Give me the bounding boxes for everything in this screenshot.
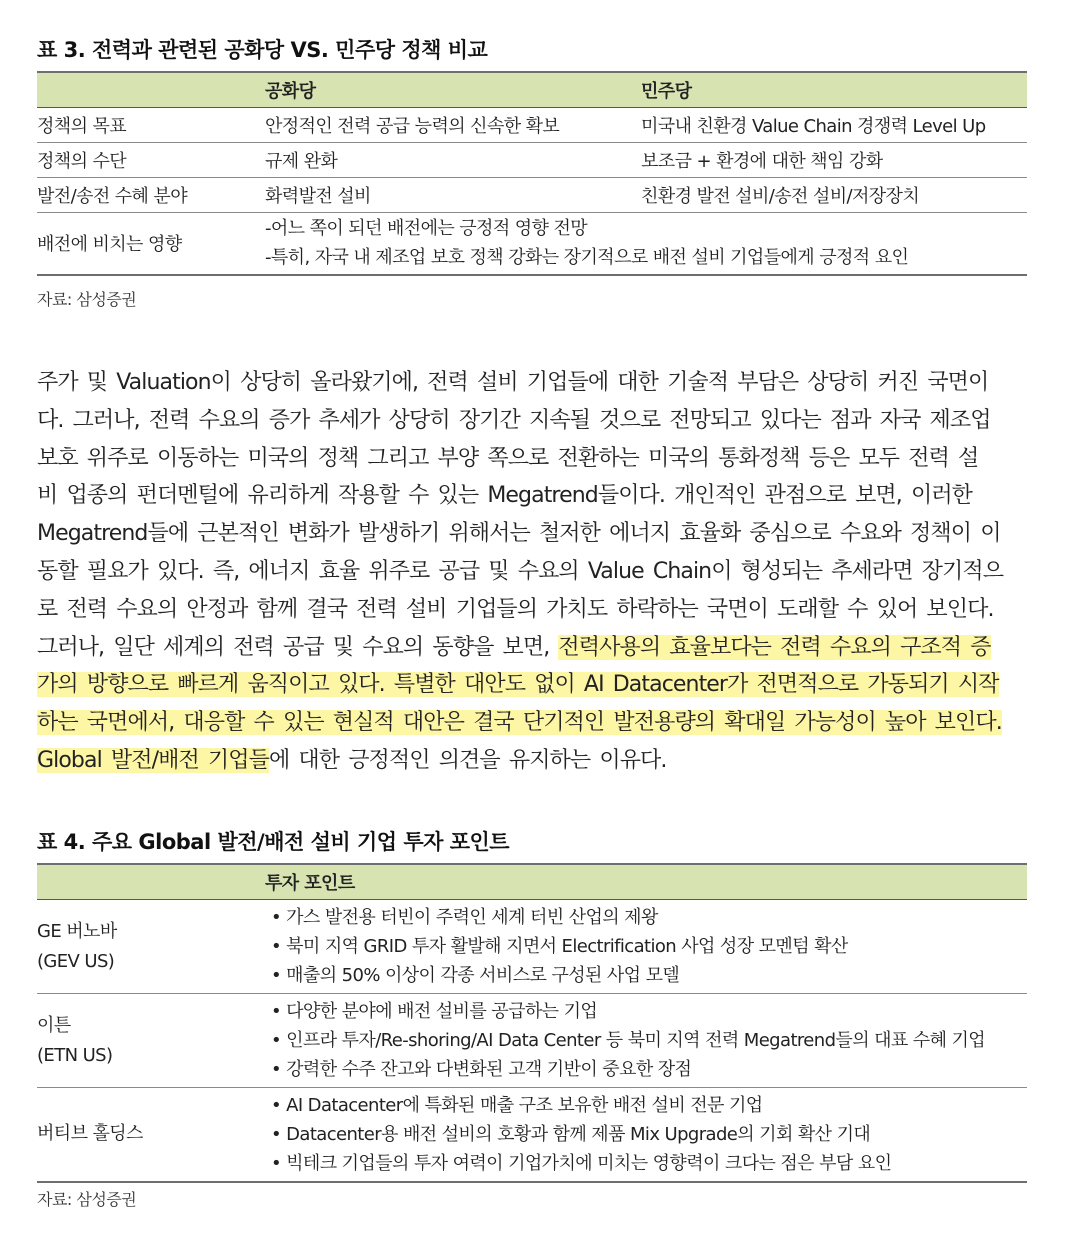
points-cell: [265, 994, 1027, 1088]
body-paragraph: [37, 364, 1032, 780]
table-row: [37, 900, 1027, 994]
company-name: GE 버노바: [37, 920, 117, 942]
highlighted-text: 전력사용의 효율보다는 전력 수요의 구조적 증: [558, 634, 991, 660]
paragraph-line: 그러나, 일단 세계의 전력 공급 및 수요의 동향을 보면, 전력사용의 효율보다는 전력 수요의 구조적 증: [37, 634, 991, 660]
paragraph-line: Global 발전/배전 기업들에 대한 긍정적인 의견을 유지하는 이유다.: [37, 747, 667, 773]
paragraph-line: [37, 704, 1032, 742]
row-label: 발전/송전 수혜 분야: [37, 178, 265, 213]
democrat-cell: 미국내 친환경 Value Chain 경쟁력 Level Up: [641, 108, 1027, 143]
impact-cell: [265, 213, 1027, 275]
table-row: [37, 994, 1027, 1088]
investment-point: • Datacenter용 배전 설비의 호황과 함께 제품 Mix Upgrade의 기회 확산 기대: [271, 1123, 871, 1145]
highlighted-text: 가의 방향으로 빠르게 움직이고 있다. 특별한 대안도 없이 AI Datacenter가 전면적으로 가동되기 시작: [37, 672, 999, 698]
highlighted-text: 하는 국면에서, 대응할 수 있는 현실적 대안은 결국 단기적인 발전용량의 확대일 가능성이 높아 보인다.: [37, 710, 1002, 736]
row-label: 정책의 목표: [37, 108, 265, 143]
investment-point: • 강력한 수주 잔고와 다변화된 고객 기반이 중요한 장점: [271, 1059, 692, 1080]
table3-header-democrat: 민주당: [641, 72, 1027, 108]
table-row: [37, 1088, 1027, 1182]
investment-point: • 가스 발전용 터빈이 주력인 세계 터빈 산업의 제왕: [271, 907, 658, 928]
paragraph-line: 비 업종의 펀더멘털에 유리하게 작용할 수 있는 Megatrend들이다. 개인적인 관점으로 보면, 이러한: [37, 483, 973, 509]
table3-header-republican: 공화당: [265, 72, 641, 108]
investment-point: • 북미 지역 GRID 투자 활발해 지면서 Electrification 사업 성장 모멘텀 확산: [271, 936, 848, 957]
company-ticker: (ETN US): [37, 1044, 113, 1066]
paragraph-line: 주가 및 Valuation이 상당히 올라왔기에, 전력 설비 기업들에 대한 기술적 부담은 상당히 커진 국면이: [37, 370, 989, 395]
table4-header-row: [37, 864, 1027, 900]
table4-header-investment-points: 투자 포인트: [265, 864, 1027, 900]
company-cell: [37, 994, 265, 1088]
paragraph-line: 동할 필요가 있다. 즉, 에너지 효율 위주로 공급 및 수요의 Value Chain이 형성되는 추세라면 장기적으: [37, 558, 1004, 584]
paragraph-line: 다. 그러나, 전력 수요의 증가 추세가 상당히 장기간 지속될 것으로 전망되고 있다는 점과 자국 제조업: [37, 407, 991, 433]
table-row: [37, 178, 1027, 213]
republican-cell: 규제 완화: [265, 143, 641, 178]
table-row: [37, 213, 1027, 275]
row-label: 배전에 비치는 영향: [37, 213, 265, 275]
paragraph-line: 보호 위주로 이동하는 미국의 정책 그리고 부양 쪽으로 전환하는 미국의 통화정책 등은 모두 전력 설: [37, 445, 979, 471]
table3: [37, 71, 1027, 276]
company-cell: [37, 1088, 265, 1182]
table4-header-blank: [37, 864, 265, 900]
table3-header-blank: [37, 72, 265, 108]
table-row: [37, 108, 1027, 143]
impact-line: -어느 쪽이 되던 배전에는 긍정적 영향 전망: [265, 218, 588, 240]
republican-cell: 안정적인 전력 공급 능력의 신속한 확보: [265, 108, 641, 143]
paragraph-line: [37, 666, 1032, 704]
investment-point: • AI Datacenter에 특화된 매출 구조 보유한 배전 설비 전문 기업: [271, 1094, 763, 1116]
impact-line: -특히, 자국 내 제조업 보호 정책 강화는 장기적으로 배전 설비 기업들에게 긍정적 요인: [265, 247, 909, 269]
paragraph-line: Megatrend들에 근본적인 변화가 발생하기 위해서는 철저한 에너지 효율화 중심으로 수요와 정책이 이: [37, 521, 1001, 547]
table4-title: 표 4. 주요 Global 발전/배전 설비 기업 투자 포인트: [37, 830, 510, 854]
points-cell: [265, 1088, 1027, 1182]
democrat-cell: 친환경 발전 설비/송전 설비/저장장치: [641, 178, 1027, 213]
company-cell: [37, 900, 265, 994]
company-name: 이튼: [37, 1014, 71, 1036]
table-row: [37, 143, 1027, 178]
table4-source: 자료: 삼성증권: [37, 1190, 137, 1209]
republican-cell: 화력발전 설비: [265, 178, 641, 213]
highlighted-text: Global 발전/배전 기업들: [37, 747, 269, 773]
company-name: 버티브 홀딩스: [37, 1123, 143, 1145]
table3-title: 표 3. 전력과 관련된 공화당 VS. 민주당 정책 비교: [37, 38, 488, 62]
table3-header-row: [37, 72, 1027, 108]
table3-source: 자료: 삼성증권: [37, 290, 137, 309]
democrat-cell: 보조금 + 환경에 대한 책임 강화: [641, 143, 1027, 178]
investment-point: • 다양한 분야에 배전 설비를 공급하는 기업: [271, 1001, 598, 1022]
paragraph-line: 로 전력 수요의 안정과 함께 결국 전력 설비 기업들의 가치도 하락하는 국면이 도래할 수 있어 보인다.: [37, 596, 994, 622]
points-cell: [265, 900, 1027, 994]
investment-point: • 빅테크 기업들의 투자 여력이 기업가치에 미치는 영향력이 크다는 점은 부담 요인: [271, 1152, 892, 1174]
investment-point: • 매출의 50% 이상이 각종 서비스로 구성된 사업 모델: [271, 965, 680, 986]
table4: [37, 863, 1027, 1183]
company-ticker: (GEV US): [37, 950, 115, 972]
row-label: 정책의 수단: [37, 143, 265, 178]
investment-point: • 인프라 투자/Re-shoring/AI Data Center 등 북미 지역 전력 Megatrend들의 대표 수혜 기업: [271, 1030, 986, 1051]
